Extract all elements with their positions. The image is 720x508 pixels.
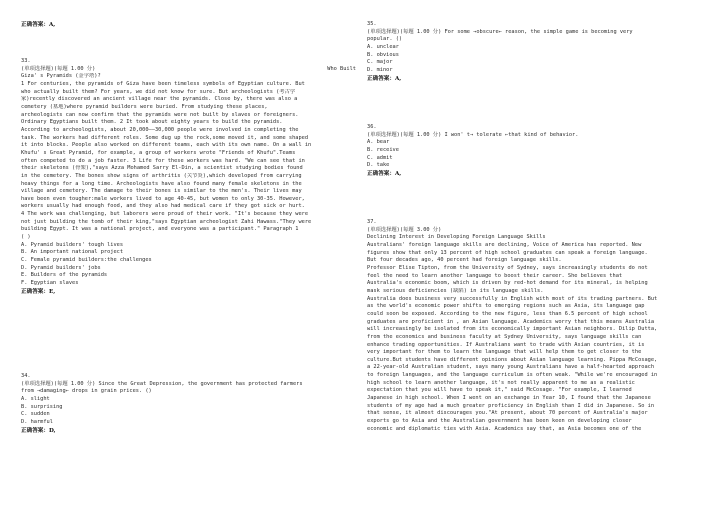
- options-list: [21, 242, 356, 288]
- passage-line: feel the need to learn another language to boost their career. She believes that: [367, 272, 623, 279]
- stem-line: from →damaging← drops in grain prices. (): [21, 388, 152, 395]
- question-number: 33.: [21, 58, 31, 64]
- passage-line: archeologists can now confirm that the pyramids were not built by slaves or foreigners.: [21, 111, 299, 118]
- question-stem: (单项选择题)(每题 1.00 分) Since the Great Depression, the government has protected farmers: [21, 380, 303, 387]
- passage-line: mask serious deficiencies (缺陷) in its language skills.: [367, 287, 544, 294]
- passage-line: Giza' s Pyramids (金字塔)?: [21, 73, 101, 80]
- passage-line: heavy things for a long time. Archeologists have also found many female skeletons in the: [21, 180, 302, 187]
- passage-line: high school to learn another language, it's not really apparent to me as a realistic: [367, 379, 635, 386]
- passage-line: as the world's economic power shifts to emerging regions such as Asia, its language gap: [367, 303, 645, 310]
- passage: [21, 73, 356, 241]
- passage: [367, 234, 704, 433]
- passage-line: enhance trading opportunities. If Australians want to trade with Asian countries, it is: [367, 341, 645, 348]
- options-list: [367, 139, 704, 170]
- question-number: 37.: [367, 219, 377, 225]
- question-number: 34.: [21, 373, 31, 379]
- passage-line: graduates are proficient in , an Asian language. Academics worry that this means Australia: [367, 318, 655, 325]
- passage-line: Australia does business very successfully in English with most of its trading partners. But: [367, 295, 658, 302]
- answer-line: 正确答案：A,: [367, 75, 402, 82]
- passage-line: Ordinary Egyptians built them. 2 It took about eighty years to build the pyramids.: [21, 119, 283, 126]
- passage-line: But four decades ago, 40 percent had foreign language skills.: [367, 257, 562, 264]
- passage-line: 家)recently discovered an ancient village near the pyramids. Close by, there was also a: [21, 96, 298, 103]
- option-item: C. Female pyramid builders:the challenges: [21, 257, 152, 264]
- option-item: A. Pyramid builders' tough lives: [21, 241, 124, 248]
- passage-line: it into blocks. People also worked on different teams, each with its own name. On a wall in: [21, 142, 312, 149]
- passage-line: figures show that only 13 percent of high school graduates can speak a foreign language.: [367, 249, 648, 256]
- option-item: A. bear: [367, 139, 390, 146]
- passage-line: expectation that you will have to speak it," said McCosage. "For example, I learned: [367, 387, 632, 394]
- passage-line: village and cemetery. The damage to their bones is similar to the men's. Their lives may: [21, 188, 302, 195]
- passage-line: Professor Elise Tipton, from the University of Sydney, says increasingly students do not: [367, 264, 648, 271]
- passage-line: Japanese in high school. When I went on an exchange in Year 10, I found that the Japanese: [367, 395, 651, 402]
- passage-line: very important for them to learn the language that will help them to get closer to the: [367, 349, 642, 356]
- option-item: E. Builders of the pyramids: [21, 272, 108, 279]
- passage-line: to foreign languages, and the language curriculum is often weak. "While we're encouraged in: [367, 372, 658, 379]
- option-item: B. obvious: [367, 51, 399, 58]
- passage-line: cemetery (墓地)where pyramid builders were buried. From studying these places,: [21, 103, 268, 110]
- question-stem: (单项选择题)(每题 1.00 分) For some →obscure← reason, the simple game is becoming very: [367, 28, 633, 35]
- question-stem: (单项选择题)(每题 1.00 分) I won' t→ tolerate ←that kind of behavior.: [367, 131, 579, 138]
- passage-line: workers usually had enough food, and they also had medical care if they got sick or hurt.: [21, 203, 305, 210]
- passage-line: their skeletons (骨架),"says Azza Mohamed Sarry El-Din, a scientist studying bodies found: [21, 165, 303, 172]
- passage-line: in the cemetery. The bones show signs of arthritis (关节炎),which developed from carrying: [21, 172, 302, 179]
- option-item: F. Egyptian slaves: [21, 280, 79, 287]
- passage-line: Declining Interest in Developing Foreign Language Skills: [367, 234, 546, 241]
- passage-line: often competed to do a job faster. 3 Life for these workers was hard. "We can see that in: [21, 157, 305, 164]
- options-list: [367, 44, 704, 75]
- passage-line: from the economics and business faculty at Sydney University, says language skills can: [367, 333, 642, 340]
- option-item: C. admit: [367, 154, 393, 161]
- passage-line: building Egypt. It was a national project, and everyone was a participant." Paragraph 1: [21, 226, 299, 233]
- option-item: C. sudden: [21, 411, 50, 418]
- option-item: D. Pyramid builders' jobs: [21, 264, 101, 271]
- answer-line: 正确答案：E,: [21, 288, 56, 295]
- question-meta: [21, 66, 356, 74]
- passage-line: Khufu' s Great Pyramid, for example, a group of workers wrote "Friends of Khufu".Teams: [21, 149, 296, 156]
- question-number: 36.: [367, 124, 377, 130]
- option-item: B. receive: [367, 146, 399, 153]
- passage-line: According to archeologists, about 20,000——30,000 people were involved in completing the: [21, 126, 299, 133]
- passage-line: ( ): [21, 234, 31, 241]
- passage-line: task. The workers had different roles. Some dug up the rock,some moved it, and some shaped: [21, 134, 309, 141]
- passage-line: 1 For centuries, the pyramids of Giza have been timeless symbols of Egyptian culture. But: [21, 80, 305, 87]
- question-type: (单项选择题)(每题 1.00 分): [21, 65, 96, 72]
- option-item: D. harmful: [21, 418, 53, 425]
- passage-line: economic and diplomatic ties with Asia. Academics say that, as Asia becomes one of the: [367, 425, 642, 432]
- question-35: [367, 21, 704, 83]
- question-stem-cont: [21, 388, 356, 396]
- passage-line: Australia's economic boom, which is driven by red-hot demand for its mineral, is helping: [367, 280, 648, 287]
- option-item: D. take: [367, 162, 390, 169]
- question-title-start: Who Built: [327, 65, 356, 72]
- question-34: [21, 373, 356, 435]
- option-item: D. minor: [367, 66, 393, 73]
- option-item: B. surprising: [21, 403, 63, 410]
- passage-line: students of my age had a much greater proficiency in English than I did in Japanese. So in: [367, 402, 655, 409]
- passage-line: will increasingly be isolated from its economically important Asian neighbors. Dilip Dutta,: [367, 326, 658, 333]
- top-answer: 正确答案：A,: [21, 22, 56, 28]
- options-list: [21, 396, 356, 427]
- passage-line: a 22-year-old Australian student, says many young Australians have a half-hearted approach: [367, 364, 655, 371]
- answer-line: 正确答案：D,: [21, 427, 56, 434]
- passage-line: exports go to Asia and the Australian government has been keen on developing closer: [367, 418, 632, 425]
- option-item: A. slight: [21, 395, 50, 402]
- stem-line: popular. (): [367, 36, 403, 43]
- question-stem-cont: [367, 36, 704, 44]
- passage-line: have been even tougher:male workers lived to age 40-45, but women to only 30-35. However,: [21, 195, 305, 202]
- option-item: C. major: [367, 59, 393, 66]
- passage-line: could soon be exposed. According to the new figure, less than 6.5 percent of high school: [367, 310, 648, 317]
- option-item: B. An important national project: [21, 249, 124, 256]
- passage-line: culture.But students have different opinions about Asian language learning. Pippa McCosage,: [367, 356, 658, 363]
- question-37: [367, 219, 704, 433]
- option-item: A. unclear: [367, 43, 399, 50]
- question-36: [367, 124, 704, 178]
- question-type: (单项选择题)(每题 3.00 分): [367, 226, 442, 233]
- question-33: [21, 58, 356, 296]
- passage-line: not just building the tomb of their king,"says Egyptian archeologist Zahi Hawass."They were: [21, 218, 312, 225]
- passage-line: that sense, it almost discourages you."At present, about 70 percent of Australia's major: [367, 410, 648, 417]
- passage-line: who actually built them? For years, we did not know for sure. But archeologists (考古学: [21, 88, 296, 95]
- question-number: 35.: [367, 21, 377, 27]
- passage-line: 4 The work was challenging, but laborers were proud of their work. "It's because they were: [21, 211, 309, 218]
- passage-line: Australians' foreign language skills are declining, Voice of America has reported. New: [367, 241, 642, 248]
- answer-line: 正确答案：A,: [367, 170, 402, 177]
